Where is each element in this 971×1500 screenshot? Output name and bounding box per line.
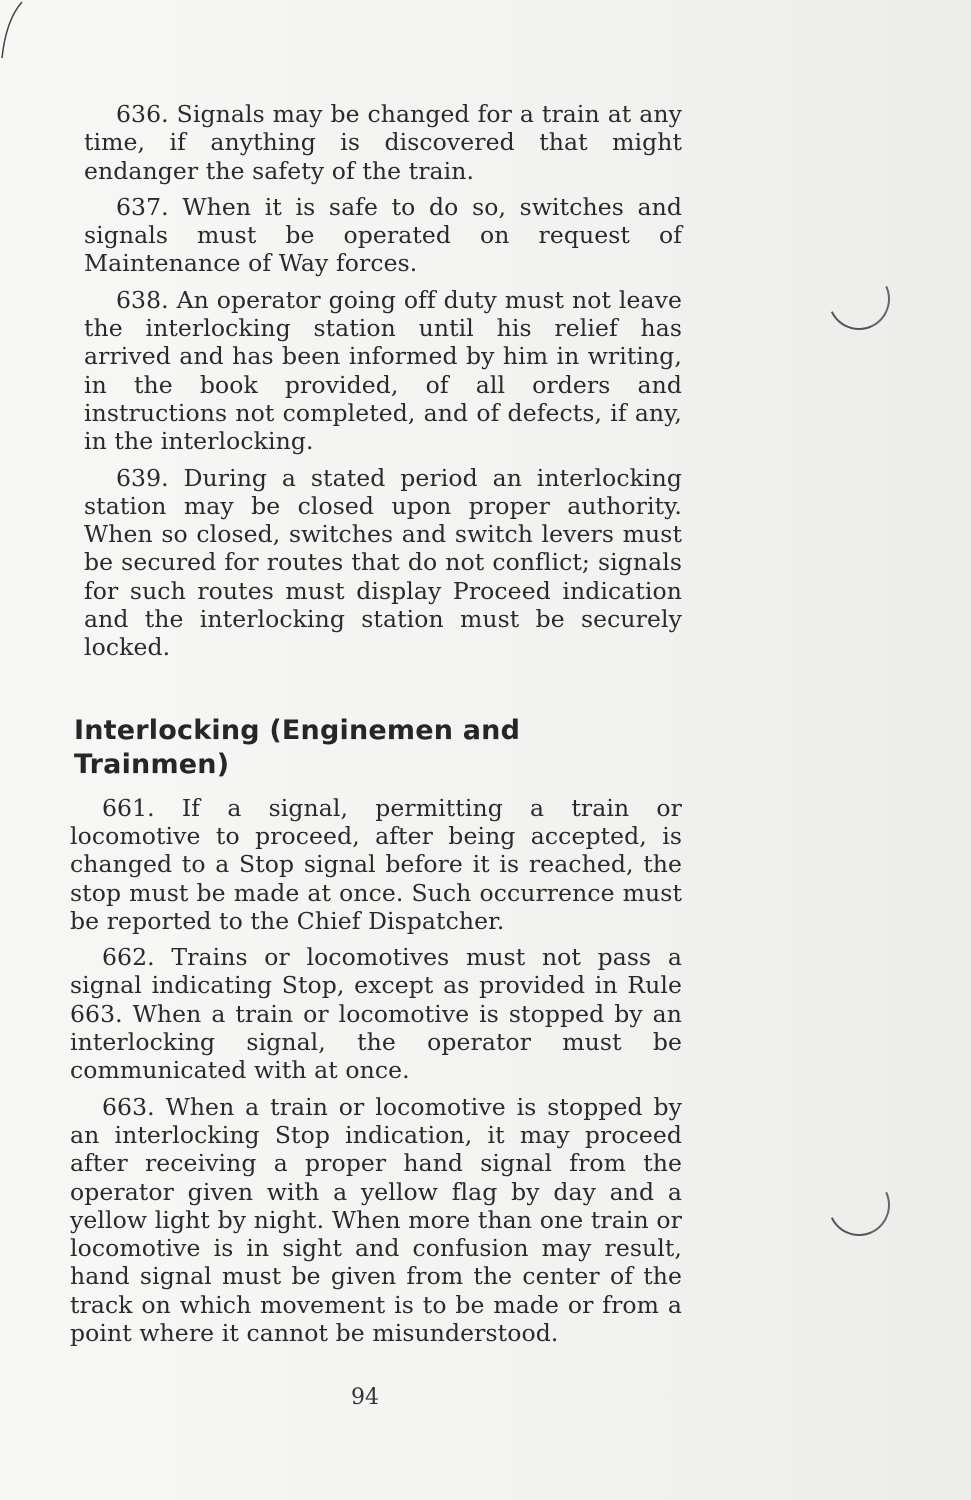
rule-638: 638. An operator going off duty must not leave the interlocking station until his relief has arrived and has been informed by him in writing, in the book provided, of all orders and instructions not completed, and of defects, if any, in the interlocking. xyxy=(84,285,682,456)
page-content xyxy=(70,100,682,1355)
binder-hole-top xyxy=(819,259,898,338)
rule-639: 639. During a stated period an interlocking station may be closed upon proper authority. When so closed, switches and switch levers must be secured for routes that do not conflict; signals for such routes must display Proceed indication and the interlocking station must be securely locked. xyxy=(84,463,682,662)
rule-663: 663. When a train or locomotive is stopped by an interlocking Stop indication, it may proceed after receiving a proper hand signal from the operator given with a yellow flag by day and a yellow light by night. When more than one train or locomotive is in sight and confusion may result, hand signal must be given from the center of the track on which movement is to be made or from a point where it cannot be misunderstood. xyxy=(70,1092,682,1347)
rule-662: 662. Trains or locomotives must not pass a signal indicating Stop, except as provided in Rule 663. When a train or locomotive is stopped by an interlocking signal, the operator must be communicated with at once. xyxy=(70,943,682,1085)
rule-636: 636. Signals may be changed for a train at any time, if anything is discovered that might endanger the safety of the train. xyxy=(84,100,682,185)
page-number: 94 xyxy=(351,1385,379,1410)
rule-661: 661. If a signal, permitting a train or locomotive to proceed, after being accepted, is changed to a Stop signal before it is reached, the stop must be made at once. Such occurrence must be reported to the Chief Dispatcher. xyxy=(70,793,682,935)
rule-637: 637. When it is safe to do so, switches and signals must be operated on request of Maintenance of Way forces. xyxy=(84,192,682,278)
binder-hole-bottom xyxy=(819,1165,898,1244)
section-heading: Interlocking (Enginemen and Trainmen) xyxy=(74,714,521,780)
page-corner-edge xyxy=(0,0,40,60)
